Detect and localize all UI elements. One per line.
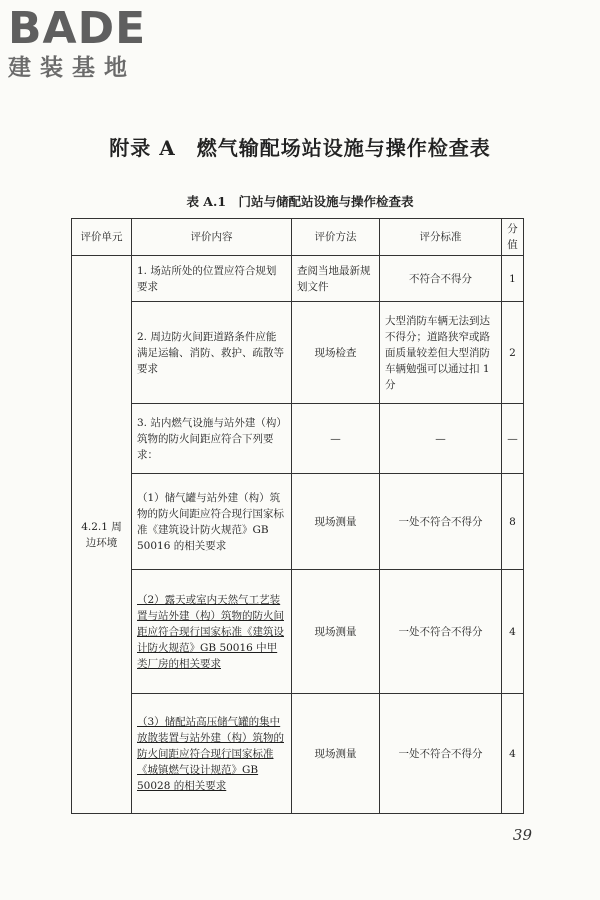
content-cell: 2. 周边防火间距道路条件应能满足运输、消防、救护、疏散等要求 bbox=[132, 302, 292, 404]
header-score: 分值 bbox=[502, 219, 524, 256]
table-row bbox=[72, 694, 524, 814]
method-cell: 现场测量 bbox=[292, 570, 380, 694]
logo bbox=[8, 3, 188, 82]
score-cell: — bbox=[502, 404, 524, 474]
score-cell: 8 bbox=[502, 474, 524, 570]
score-cell: 4 bbox=[502, 694, 524, 814]
criteria-cell: 不符合不得分 bbox=[380, 256, 502, 302]
header-unit: 评价单元 bbox=[72, 219, 132, 256]
criteria-cell: 一处不符合不得分 bbox=[380, 694, 502, 814]
header-method: 评价方法 bbox=[292, 219, 380, 256]
table-row bbox=[72, 474, 524, 570]
content-cell: 3. 站内燃气设施与站外建（构）筑物的防火间距应符合下列要求： bbox=[132, 404, 292, 474]
table-title: 表 A.1 门站与储配站设施与操作检查表 bbox=[186, 194, 414, 209]
table-row bbox=[72, 570, 524, 694]
method-cell: — bbox=[292, 404, 380, 474]
content-cell: （2）露天或室内天然气工艺装置与站外建（构）筑物的防火间距应符合现行国家标准《建筑设计防火规范》GB 50016 中甲类厂房的相关要求 bbox=[132, 570, 292, 694]
score-cell: 2 bbox=[502, 302, 524, 404]
score-cell: 4 bbox=[502, 570, 524, 694]
content-cell: 1. 场站所处的位置应符合规划要求 bbox=[132, 256, 292, 302]
logo-brand: BADE bbox=[8, 3, 147, 54]
table-row bbox=[72, 404, 524, 474]
page-number: 39 bbox=[512, 826, 532, 844]
method-cell: 查阅当地最新规划文件 bbox=[292, 256, 380, 302]
table-row bbox=[72, 256, 524, 302]
method-cell: 现场检查 bbox=[292, 302, 380, 404]
logo-subtitle: 建装基地 bbox=[8, 55, 136, 81]
method-cell: 现场测量 bbox=[292, 694, 380, 814]
header-row bbox=[72, 219, 524, 256]
inspection-table bbox=[71, 218, 524, 814]
criteria-cell: 一处不符合不得分 bbox=[380, 474, 502, 570]
table-row bbox=[72, 302, 524, 404]
header-content: 评价内容 bbox=[132, 219, 292, 256]
content-cell: （3）储配站高压储气罐的集中放散装置与站外建（构）筑物的防火间距应符合现行国家标准《城镇燃气设计规范》GB 50028 的相关要求 bbox=[132, 694, 292, 814]
score-cell: 1 bbox=[502, 256, 524, 302]
method-cell: 现场测量 bbox=[292, 474, 380, 570]
unit-cell: 4.2.1 周边环境 bbox=[72, 256, 132, 814]
criteria-cell: — bbox=[380, 404, 502, 474]
header-criteria: 评分标准 bbox=[380, 219, 502, 256]
content-cell: （1）储气罐与站外建（构）筑物的防火间距应符合现行国家标准《建筑设计防火规范》GB 50016 的相关要求 bbox=[132, 474, 292, 570]
criteria-cell: 大型消防车辆无法到达不得分；道路狭窄或路面质量较差但大型消防车辆勉强可以通过扣 1 分 bbox=[380, 302, 502, 404]
appendix-title: 附录 A 燃气输配场站设施与操作检查表 bbox=[109, 136, 491, 160]
criteria-cell: 一处不符合不得分 bbox=[380, 570, 502, 694]
